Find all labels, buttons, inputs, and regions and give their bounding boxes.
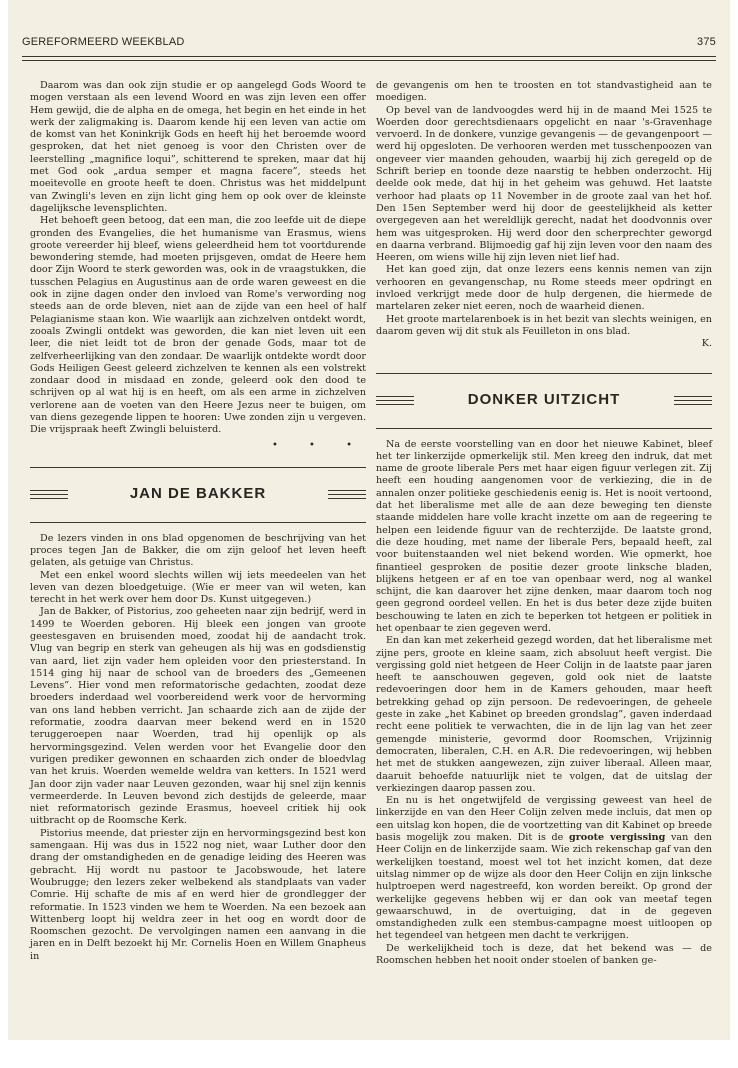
page-number: 375: [697, 36, 716, 48]
newspaper-page: [8, 0, 730, 1040]
jan-continued-paragraph: de gevangenis om hen te troosten en tot standvastigheid aan te moedigen.: [376, 80, 712, 104]
jan-paragraph: Pistorius meende, dat priester zijn en hervormingsgezind best kon samengaan. Hij was dus in 1522 nog niet, waar Luther door den drang der omstandigheden en de genadige leiding des Heeren was gebracht. Hij wordt nu pastoor te Jacobswoude, het latere Woubrugge; den lezers zeker welbekend als standplaats van vader Comrie. Hij schafte de mis af en werd hier de grondlegger der reformatie. In 1523 vinden we hem te Woerden. Na een bezoek aan Wittenberg loopt hij weldra zeer in het oog en wordt door de Roomschen gezocht. De vervolgingen namen een aanvang in die jaren en in Delft bezoekt hij Mr. Cornelis Hoen en Willem Gnapheus in: [30, 827, 366, 962]
emphasis-groote-vergissing: groote vergissing: [569, 832, 666, 844]
jan-continued-paragraph: Het groote martelarenboek is in het bezit van slechts weinigen, en daarom geven wij dit stuk als Feuilleton in ons blad.: [376, 313, 712, 337]
jan-de-bakker-title: JAN DE BAKKER: [129, 485, 267, 503]
header-rule-bottom: [22, 60, 716, 61]
heading-bars-right: [674, 396, 712, 406]
donker-uitzicht-heading-box: [376, 373, 712, 429]
donker-text: En nu is het ongetwijfeld de vergissing geweest van heel de linkerzijde en van den Heer Colijn zelven mede incluis, dat men op een uitslag kon hopen, die de voortzetting van dit Kabinet op breede basis mogelijk zou maken. Dit is de: [376, 795, 712, 844]
zwingli-paragraph: Het behoeft geen betoog, dat een man, die zoo leefde uit de diepe gronden des Evangelies, die het humanisme van Erasmus, wiens groote vereerder hij bleef, wiens geleerdheid hem tot voortdurende bewondering stemde, had moeten prijsgeven, omdat de Heere hem door Zijn Woord te sterk geworden was, ook in de vraagstukken, die tusschen Pelagius en Augustinus aan de orde waren geweest en die ook in zijne dagen onder den invloed van Rome's verwording nog steeds aan de orde bleven, niet aan de zijde van een heel of half Pelagianisme staan kon. Wie waarlijk aan zichzelven ontdekt wordt, zooals Zwingli ontdekt was geworden, die kan niet leven uit een leer, die niet leidt tot de bron der genade Gods, maar tot de zelfverheerlijking van den zondaar. De waarlijk ontdekte wordt door Gods Heiligen Geest geleerd zichzelven te kennen als een volstrekt zondaar dood in misdaad en zonde, geleerd ook den dood te schrijven op al wat hij is en heeft, om als een arme in zichzelven verlorene aan de voeten van den Heere Jezus neer te buigen, om van diens gezegende lippen te hooren: Uwe zonden zijn u vergeven. Die vrijspraak heeft Zwingli beluisterd.: [30, 215, 366, 436]
donker-uitzicht-title: DONKER UITZICHT: [467, 391, 621, 409]
heading-rule-top: [376, 373, 712, 374]
donker-paragraph: En dan kan met zekerheid gezegd worden, dat het liberalisme met zijne pers, groote en kleine saam, zich absoluut heeft vergist. Die vergissing gold niet hetgeen de Heer Colijn in de laatste paar jaren heeft te aanschouwen gegeven, gold ook niet de laatste redevoeringen door hem in de Kamers gehouden, maar heeft betrekking gehad op zijn persoon. De redevoeringen, de geheele geste in zake „het Kabinet op breeden grondslag”, gaven inderdaad recht eene politiek te verwachten, die in de lijn lag van het zeer gemengde ministerie, gevormd door Roomschen, Vrijzinnig democraten, liberalen, C.H. en A.R. Die redevoeringen, wij hebben het met de stukken aangewezen, zijn zuiver liberaal. Alleen maar, daaruit behoefde natuurlijk niet te volgen, dat de uitslag der verkiezingen daarop passen zou.: [376, 635, 712, 794]
zwingli-paragraph: Daarom was dan ook zijn studie er op aangelegd Gods Woord te mogen verstaan als een levend Woord en was zijn leven een offer Hem gewijd, die de alpha en de omega, het begin en het einde in het werk der zaligmaking is. Daarom kende hij een leven van actie om de komst van het Koninkrijk Gods en heeft hij het beroemde woord gesproken, dat het niet genoeg is voor den Christen over de leerstelling „magnifice loqui”, schitterend te spreken, maar dat hij met God ook „ardua semper et magna facere”, steeds het moeitevolle en groote heeft te doen. Christus was het middelpunt van Zwingli's leven en zijn licht ging hem op ook over de kleinste dagelijksche levensplichten.: [30, 80, 366, 214]
author-signature: K.: [701, 338, 712, 350]
donker-paragraph: [376, 795, 712, 943]
heading-rule-bottom: [376, 428, 712, 429]
jan-continued-paragraph: Op bevel van de landvoogdes werd hij in de maand Mei 1525 te Woerden door gerechtsdienaars opgelicht en naar 's-Gravenhage vervoerd. In de donkere, vunzige gevangenis — de gevangenpoort — werd hij opgesloten. De verhooren werden met tusschenpoozen van ongeveer vier maanden gehouden, waarbij hij zich geregeld op de Schrift beriep en toonde deze naarstig te hebben onderzocht. Hij deelde ook mede, dat hij in het geheim was gehuwd. Het laatste verhoor had plaats op 11 November in de groote zaal van het hof. Den 15en September werd hij door de geestelijkheid als ketter overgegeven aan het wereldlijk gerecht, nadat het doodvonnis over hem was uitgesproken. Hij werd door den scherprechter geworgd en daarna verbrand. Blijmoedig gaf hij zijn leven voor den naam des Heeren, om wiens wille hij zijn leven niet lief had.: [376, 104, 712, 264]
publication-title: GEREFORMEERD WEEKBLAD: [22, 36, 185, 48]
left-column: [30, 80, 366, 963]
jan-de-bakker-heading-box: [30, 467, 366, 523]
donker-text: van den Heer Colijn en de linkerzijde saam. Wie zich rekenschap gaf van den werkelijken toestand, moest wel tot het inzicht komen, dat deze uitslag nimmer op de wijze als door den Heer Colijn en zijn linksche hulptroepen werd nagestreefd, kon worden bereikt. Op grond der werkelijke gegevens hebben wij er dan ook van meetaf tegen gewaarschuwd, in de overtuiging, dat in de gegeven omstandigheden zulk een stembus-campagne moest uitloopen op het tegendeel van hetgeen men dacht te verkrijgen.: [376, 832, 712, 942]
section-end-dots: • • •: [271, 439, 366, 451]
heading-rule-top: [30, 467, 366, 468]
jan-paragraph: De lezers vinden in ons blad opgenomen de beschrijving van het proces tegen Jan de Bakker, die om zijn geloof het leven heeft gelaten, als getuige van Christus.: [30, 532, 366, 569]
jan-paragraph: Met een enkel woord slechts willen wij iets meedeelen van het leven van dezen bloedgetuige. (Wie er meer van wil weten, kan terecht in het werk over hem door Ds. Kunst uitgegeven.): [30, 569, 366, 606]
header-rule-top: [22, 56, 716, 57]
heading-bars-left: [376, 396, 414, 406]
donker-paragraph: De werkelijkheid toch is deze, dat het bekend was — de Roomschen hebben het nooit onder stoelen of banken ge-: [376, 942, 712, 966]
heading-bars-left: [30, 490, 68, 500]
heading-bars-right: [328, 490, 366, 500]
jan-continued-paragraph: Het kan goed zijn, dat onze lezers eens kennis nemen van zijn verhooren en gevangenschap, nu Rome steeds meer opdringt en invloed verkrijgt mede door de hulp dergenen, die hiermede de martelaren zeker niet eeren, noch de waarheid dienen.: [376, 264, 712, 313]
right-column: [376, 80, 712, 967]
donker-paragraph: Na de eerste voorstelling van en door het nieuwe Kabinet, bleef het ter linkerzijde opmerkelijk stil. Men kreeg den indruk, dat met name de groote liberale Pers met haar eigen figuur verlegen zit. Zij heeft een houding aangenomen voor de verkiezing, die in de annalen onzer politieke geschiedenis eenig is. Het is nooit vertoond, dat het liberalisme met alle de aan deze beweging ten dienste staande middelen hare volle kracht inzette om aan de regeering te helpen een leidende figuur van de rechterzijde. De laatste grond, die deze houding, met name der liberale Pers, bepaald heeft, zal voor buitenstaanden wel niet bekend worden. Wie opmerkt, hoe finantieel gesproken de positie dezer groote linksche bladen, blijkens hetgeen er af en toe van openbaar werd, nog al wankel schijnt, die kan daarover het zijne denken, maar daarom toch nog geen gegrond oordeel vellen. En het is dus beter deze zijde buiten beschouwing te laten en zich te beperken tot hetgeen er politiek in het openbaar te zien gegeven werd.: [376, 438, 712, 634]
heading-rule-bottom: [30, 522, 366, 523]
jan-paragraph: Jan de Bakker, of Pistorius, zoo geheeten naar zijn bedrijf, werd in 1499 te Woerden geboren. Hij bleek een jongen van groote geestesgaven en bruisenden moed, zoodat hij de aandacht trok. Vlug van begrip en sterk van geheugen als hij was en godsdienstig van aard, liet zijn vader hem opleiden voor den priesterstand. In 1514 ging hij naar de school van de broeders des „Gemeenen Levens”. Hier vond men reformatorische gedachten, zoodat deze broeders inderdaad wel voorbereidend werk voor de hervorming van ons land hebben verricht. Jan schaarde zich aan de zijde der reformatie, zoodra daarvan meer bekend werd en in 1520 teruggeroepen naar Woerden, trad hij openlijk op als hervormingsgezind. Velen werden voor het Evangelie door den vurigen prediker gewonnen en schaarden zich onder de bloedvlag van het kruis. Woerden wemelde weldra van ketters. In 1521 werd Jan door zijn vader naar Leuven gezonden, waar hij snel zijn kennis vermeerderde. In Leuven bevond zich destijds de geleerde, maar niet reformatorisch gezinde Erasmus, hoeveel critiek hij ook uitbracht op de Roomsche Kerk.: [30, 606, 366, 827]
